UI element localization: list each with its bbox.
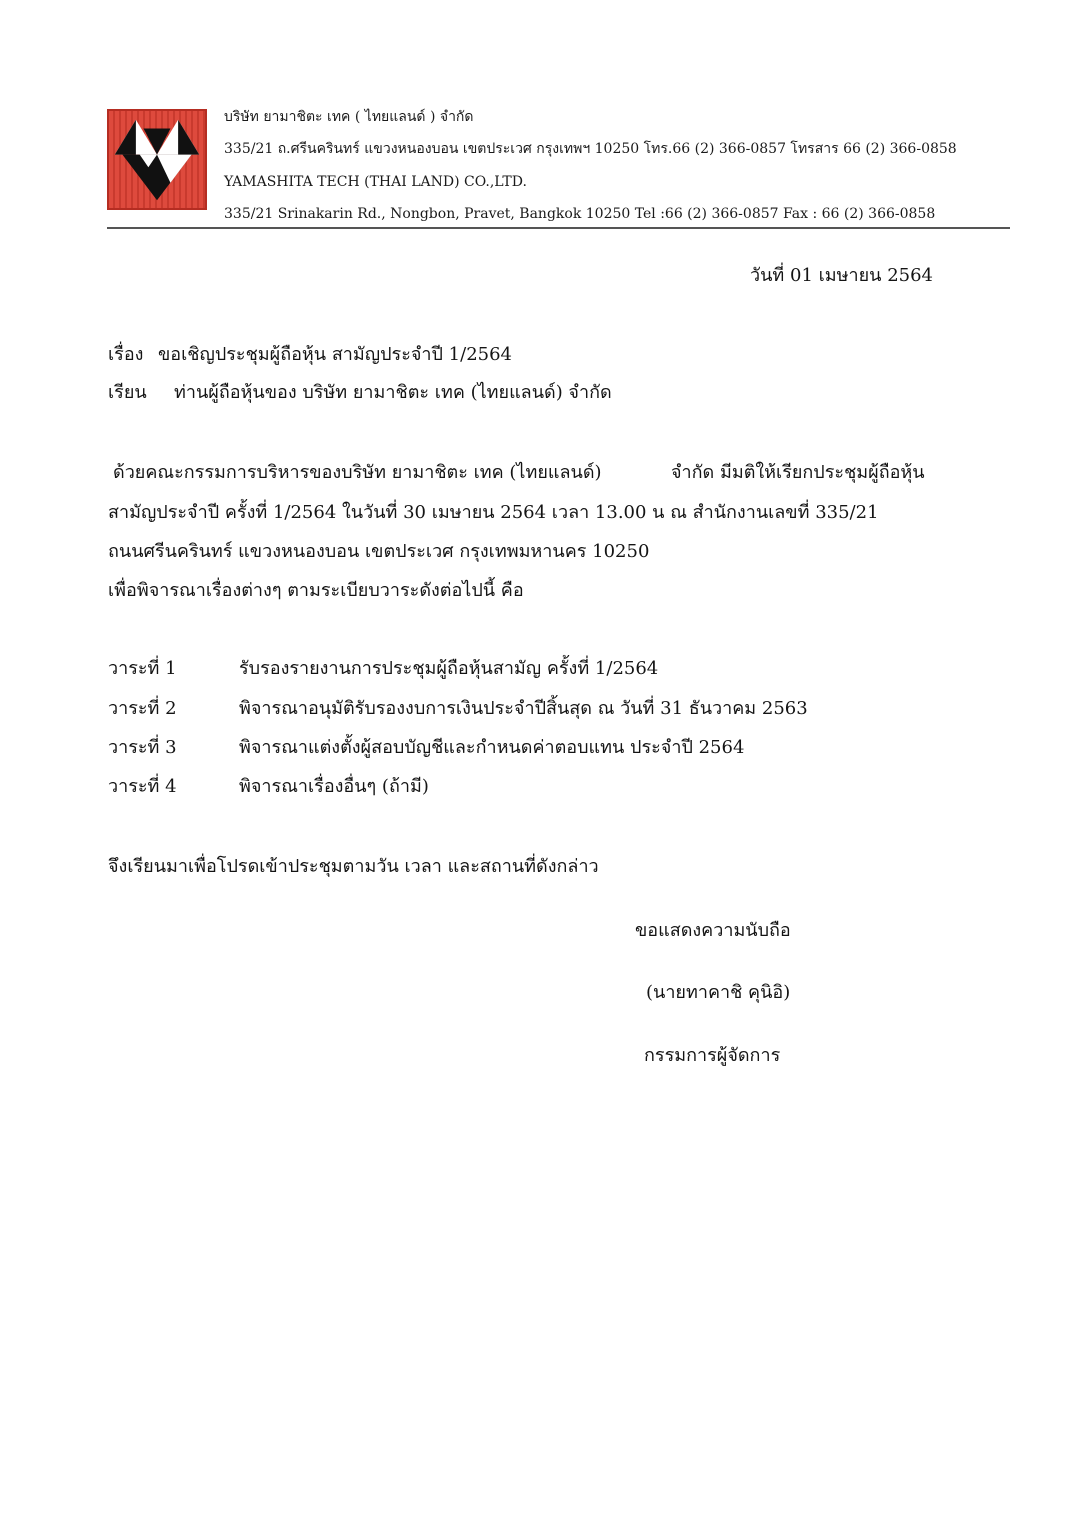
body-line-1b: จำกัด มีมติให้เรียกประชุมผู้ถือหุ้น — [671, 462, 925, 483]
body-line-3: ถนนศรีนครินทร์ แขวงหนองบอน เขตประเวศ กรุงเทพมหานคร 10250 — [108, 541, 650, 562]
company-name-english: YAMASHITA TECH (THAI LAND) CO.,LTD. — [224, 174, 527, 190]
closing-line: จึงเรียนมาเพื่อโปรดเข้าประชุมตามวัน เวลา และสถานที่ดังกล่าว — [108, 856, 599, 877]
letterhead-divider — [107, 227, 1010, 229]
body-line-4: เพื่อพิจารณาเรื่องต่างๆ ตามระเบียบวาระดังต่อไปนี้ คือ — [108, 580, 524, 601]
agenda-label: วาระที่ 4 — [108, 776, 177, 797]
body-line-1a: ด้วยคณะกรรมการบริหารของบริษัท ยามาชิตะ เทค (ไทยแลนด์) — [113, 462, 602, 483]
yamashita-logo-icon — [107, 109, 207, 210]
signature-title: กรรมการผู้จัดการ — [644, 1045, 781, 1066]
recipient-text: ท่านผู้ถือหุ้นของ บริษัท ยามาชิตะ เทค (ไทยแลนด์) จำกัด — [174, 382, 612, 403]
agenda-label: วาระที่ 2 — [108, 698, 177, 719]
signature-salutation: ขอแสดงความนับถือ — [635, 920, 791, 941]
subject-label: เรื่อง — [108, 344, 144, 365]
letter-date: วันที่ 01 เมษายน 2564 — [750, 265, 933, 286]
subject-text: ขอเชิญประชุมผู้ถือหุ้น สามัญประจำปี 1/2564 — [158, 344, 512, 365]
agenda-label: วาระที่ 3 — [108, 737, 177, 758]
agenda-text: รับรองรายงานการประชุมผู้ถือหุ้นสามัญ ครั้งที่ 1/2564 — [239, 658, 659, 679]
signature-name: (นายทาคาชิ คุนิอิ) — [646, 982, 791, 1003]
recipient-label: เรียน — [108, 382, 147, 403]
company-address-english: 335/21 Srinakarin Rd., Nongbon, Pravet, Bangkok 10250 Tel :66 (2) 366-0857 Fax : 66 (2) 366-0858 — [224, 206, 936, 222]
body-line-2: สามัญประจำปี ครั้งที่ 1/2564 ในวันที่ 30 เมษายน 2564 เวลา 13.00 น ณ สำนักงานเลขที่ 335/21 — [108, 502, 879, 523]
company-address-thai: 335/21 ถ.ศรีนครินทร์ แขวงหนองบอน เขตประเวศ กรุงเทพฯ 10250 โทร.66 (2) 366-0857 โทรสาร 66 (2) 366-0858 — [224, 141, 957, 157]
company-name-thai: บริษัท ยามาชิตะ เทค ( ไทยแลนด์ ) จำกัด — [224, 109, 474, 125]
agenda-label: วาระที่ 1 — [108, 658, 177, 679]
agenda-text: พิจารณาอนุมัติรับรองงบการเงินประจำปีสิ้นสุด ณ วันที่ 31 ธันวาคม 2563 — [239, 698, 808, 719]
agenda-text: พิจารณาเรื่องอื่นๆ (ถ้ามี) — [239, 776, 429, 797]
agenda-text: พิจารณาแต่งตั้งผู้สอบบัญชีและกำหนดค่าตอบแทน ประจำปี 2564 — [239, 737, 745, 758]
